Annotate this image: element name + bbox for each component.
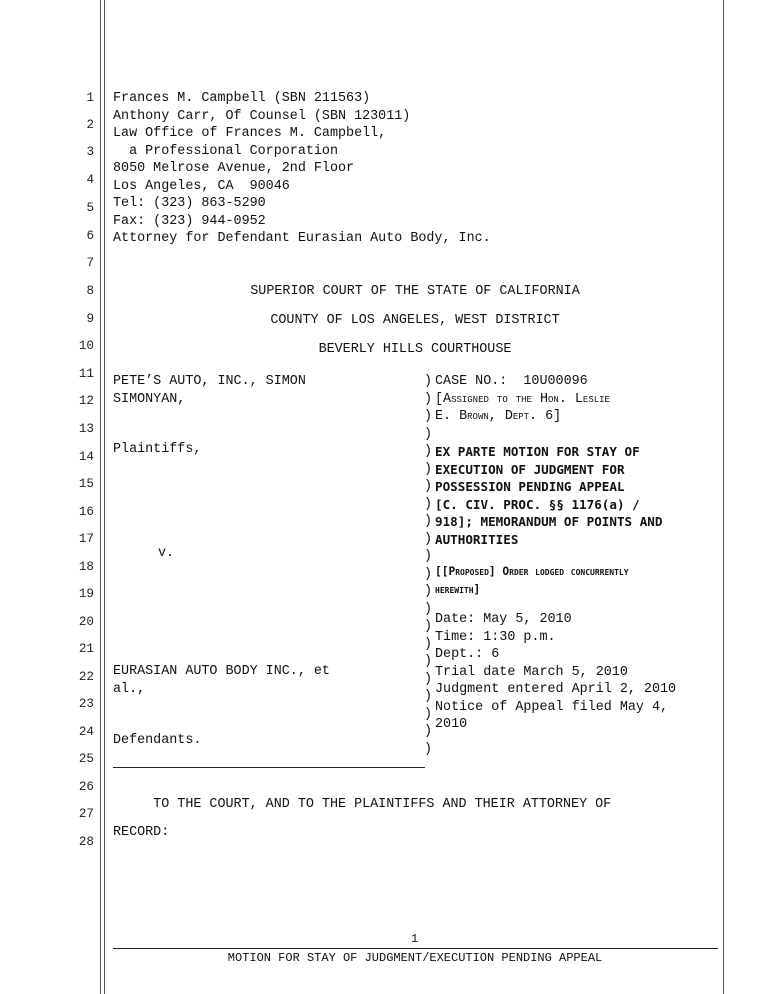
- proposed-order-note: herewith]: [435, 582, 481, 596]
- motion-title: EXECUTION OF JUDGMENT FOR: [435, 461, 625, 477]
- attorney-line: Los Angeles, CA 90046: [113, 178, 290, 194]
- motion-title: EX PARTE MOTION FOR STAY OF: [435, 444, 640, 459]
- attorney-line: Frances M. Campbell (SBN 211563): [113, 91, 371, 106]
- line-number: 7: [86, 256, 94, 270]
- line-number: 16: [78, 505, 94, 519]
- court-county: COUNTY OF LOS ANGELES, WEST DISTRICT: [270, 313, 560, 328]
- line-number: 8: [86, 284, 94, 298]
- attorney-line: Law Office of Frances M. Campbell,: [113, 126, 387, 141]
- versus-label: v.: [158, 546, 175, 561]
- line-number: 3: [86, 145, 94, 159]
- line-number: 19: [78, 587, 94, 601]
- motion-title: 918]; MEMORANDUM OF POINTS AND: [435, 514, 663, 529]
- plaintiff-name: SIMONYAN,: [113, 391, 186, 407]
- trial-date: Trial date March 5, 2010: [435, 664, 628, 680]
- line-number: 14: [78, 450, 94, 464]
- plaintiff-name: PETE’S AUTO, INC., SIMON: [113, 374, 306, 389]
- line-number: 28: [78, 835, 94, 849]
- attorney-line: Anthony Carr, Of Counsel (SBN 123011): [113, 108, 411, 124]
- line-number: 21: [78, 642, 94, 656]
- motion-title: POSSESSION PENDING APPEAL: [435, 479, 625, 494]
- line-number: 5: [86, 201, 94, 215]
- line-number: 27: [78, 807, 94, 821]
- hearing-dept: Dept.: 6: [435, 647, 500, 662]
- line-number: 26: [78, 780, 94, 794]
- courthouse-name: BEVERLY HILLS COURTHOUSE: [318, 342, 512, 357]
- footer-title: MOTION FOR STAY OF JUDGMENT/EXECUTION PENDING APPEAL: [227, 951, 603, 965]
- line-number: 10: [78, 339, 94, 353]
- caption-divider: ) ) ) ) ) ) ) ) ) ) ) ) ) ) ) ) ) ) ) ) ) ): [424, 374, 433, 757]
- line-number: 24: [78, 725, 94, 739]
- line-number: 15: [78, 477, 94, 491]
- left-margin-rule-outer: [100, 0, 101, 994]
- line-number: 13: [78, 422, 94, 436]
- notice-of-appeal: 2010: [435, 717, 468, 732]
- salutation: RECORD:: [113, 825, 170, 840]
- attorney-line: Tel: (323) 863-5290: [113, 196, 266, 211]
- proposed-order-note: [[Proposed] Order lodged concurrently: [435, 565, 629, 578]
- salutation: TO THE COURT, AND TO THE PLAINTIFFS AND THEIR ATTORNEY OF: [113, 797, 612, 812]
- hearing-date: Date: May 5, 2010: [435, 612, 572, 627]
- motion-title: [C. CIV. PROC. §§ 1176(a) /: [435, 496, 640, 512]
- defendant-name: al.,: [113, 681, 146, 697]
- judgment-date: Judgment entered April 2, 2010: [435, 682, 677, 697]
- line-number: 18: [78, 560, 94, 574]
- line-number: 9: [86, 312, 94, 326]
- case-number: CASE NO.: 10U00096: [435, 374, 588, 389]
- line-number: 17: [78, 532, 94, 546]
- line-number: 22: [78, 670, 94, 684]
- notice-of-appeal: Notice of Appeal filed May 4,: [435, 699, 669, 715]
- line-number: 23: [78, 697, 94, 711]
- line-number: 11: [78, 367, 94, 381]
- page-number: 1: [411, 932, 419, 946]
- line-number: 12: [78, 394, 94, 408]
- motion-title: AUTHORITIES: [435, 531, 519, 547]
- right-margin-rule: [723, 0, 724, 994]
- assigned-judge: E. Brown, Dept. 6]: [435, 409, 562, 424]
- attorney-line: Attorney for Defendant Eurasian Auto Body, Inc.: [113, 231, 491, 246]
- plaintiffs-label: Plaintiffs,: [113, 442, 202, 457]
- line-number: 1: [86, 91, 94, 105]
- line-number: 4: [86, 173, 94, 187]
- attorney-line: 8050 Melrose Avenue, 2nd Floor: [113, 161, 355, 176]
- hearing-time: Time: 1:30 p.m.: [435, 629, 556, 645]
- line-number: 6: [86, 229, 94, 243]
- court-name: SUPERIOR COURT OF THE STATE OF CALIFORNIA: [250, 284, 580, 299]
- assigned-judge: [Assigned to the Hon. Leslie: [435, 391, 610, 407]
- defendants-label: Defendants.: [113, 733, 202, 748]
- line-number: 25: [78, 752, 94, 766]
- line-number: 20: [78, 615, 94, 629]
- footer-rule: [113, 948, 718, 949]
- defendant-name: EURASIAN AUTO BODY INC., et: [113, 664, 330, 679]
- attorney-line: a Professional Corporation: [113, 143, 338, 159]
- caption-underline: [113, 767, 425, 768]
- left-margin-rule-inner: [104, 0, 105, 994]
- attorney-line: Fax: (323) 944-0952: [113, 213, 266, 229]
- line-number: 2: [86, 118, 94, 132]
